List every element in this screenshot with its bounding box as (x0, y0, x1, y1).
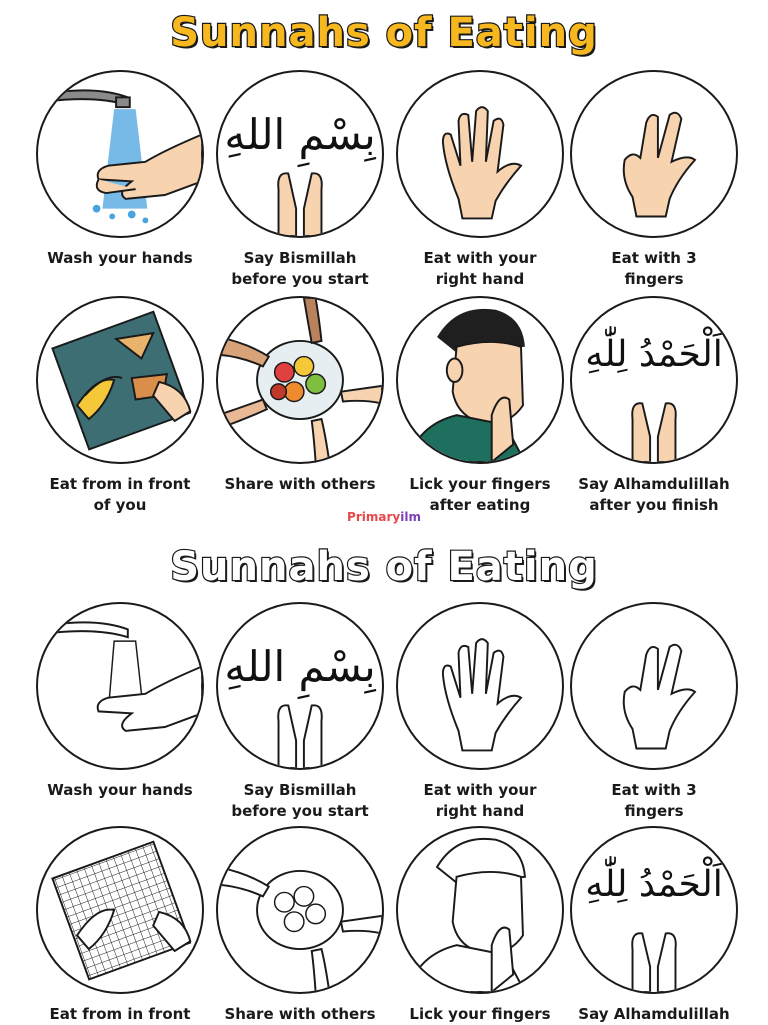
caption-line-2: of you (93, 496, 147, 514)
caption-line-1: Eat with your (423, 781, 537, 799)
caption-line-1: Lick your fingers (409, 475, 551, 493)
bismillah-text: بِسْمِ اللهِ (224, 642, 376, 691)
card-wash-hands-outline (32, 602, 208, 801)
card-bismillah-outline (212, 602, 388, 822)
card-three-fingers-outline (566, 602, 742, 822)
card-share-outline (212, 826, 388, 1025)
card-alhamdulillah (566, 296, 742, 516)
alhamdulillah-text: اَلْحَمْدُ لِلّٰهِ (585, 334, 723, 375)
card-right-hand (392, 70, 568, 290)
page-title-colored: Sunnahs of Eating (170, 10, 598, 56)
boy-licking-fingers-icon (396, 296, 564, 464)
right-hand-icon (396, 70, 564, 238)
caption-line-1: Wash your hands (47, 781, 193, 799)
shared-fruit-plate-icon (216, 296, 384, 464)
alhamdulillah-calligraphy-icon (570, 296, 738, 464)
caption-line-2: fingers (624, 802, 684, 820)
primary-ilm-logo (0, 510, 768, 524)
card-lick-fingers (392, 296, 568, 516)
card-bismillah (212, 70, 388, 290)
bismillah-text: بِسْمِ اللهِ (224, 110, 376, 159)
card-lick-fingers-outline (392, 826, 568, 1025)
three-fingers-outline-icon (570, 602, 738, 770)
alhamdulillah-outline-icon (570, 826, 738, 994)
caption-line-1: Say Alhamdulillah (578, 1005, 730, 1023)
card-wash-hands (32, 70, 208, 269)
caption-line-1: Wash your hands (47, 249, 193, 267)
caption-line-2: fingers (624, 270, 684, 288)
caption-line-1: Eat with 3 (611, 249, 697, 267)
caption-line-1: Say Bismillah (243, 249, 357, 267)
caption-line-2: before you start (231, 802, 369, 820)
bismillah-outline-icon (216, 602, 384, 770)
caption-line-1: Share with others (224, 475, 376, 493)
caption-line-1: Eat with 3 (611, 781, 697, 799)
picnic-food-icon (36, 296, 204, 464)
caption-line-2: after you finish (589, 496, 719, 514)
picnic-food-outline-icon (36, 826, 204, 994)
card-alhamdulillah-outline (566, 826, 742, 1025)
card-eat-in-front-outline (32, 826, 208, 1025)
boy-licking-fingers-outline-icon (396, 826, 564, 994)
hand-washing-icon (36, 70, 204, 238)
caption-line-1: Eat with your (423, 249, 537, 267)
caption-line-1: Eat from in front (49, 475, 191, 493)
logo-part-2: ilm (400, 510, 421, 524)
shared-fruit-plate-outline-icon (216, 826, 384, 994)
card-share (212, 296, 388, 495)
right-hand-outline-icon (396, 602, 564, 770)
card-right-hand-outline (392, 602, 568, 822)
caption-line-1: Eat from in front (49, 1005, 191, 1023)
alhamdulillah-text: اَلْحَمْدُ لِلّٰهِ (585, 864, 723, 905)
caption-line-2: right hand (435, 802, 525, 820)
caption-line-2: right hand (435, 270, 525, 288)
caption-line-1: Share with others (224, 1005, 376, 1023)
hand-washing-outline-icon (36, 602, 204, 770)
three-fingers-icon (570, 70, 738, 238)
page-title-outline: Sunnahs of Eating (170, 544, 598, 590)
caption-line-1: Say Bismillah (243, 781, 357, 799)
caption-line-1: Say Alhamdulillah (578, 475, 730, 493)
caption-line-2: after eating (429, 496, 531, 514)
logo-part-1: Primary (347, 510, 401, 524)
caption-line-2: before you start (231, 270, 369, 288)
caption-line-1: Lick your fingers (409, 1005, 551, 1023)
card-three-fingers (566, 70, 742, 290)
bismillah-calligraphy-icon (216, 70, 384, 238)
card-eat-in-front (32, 296, 208, 516)
